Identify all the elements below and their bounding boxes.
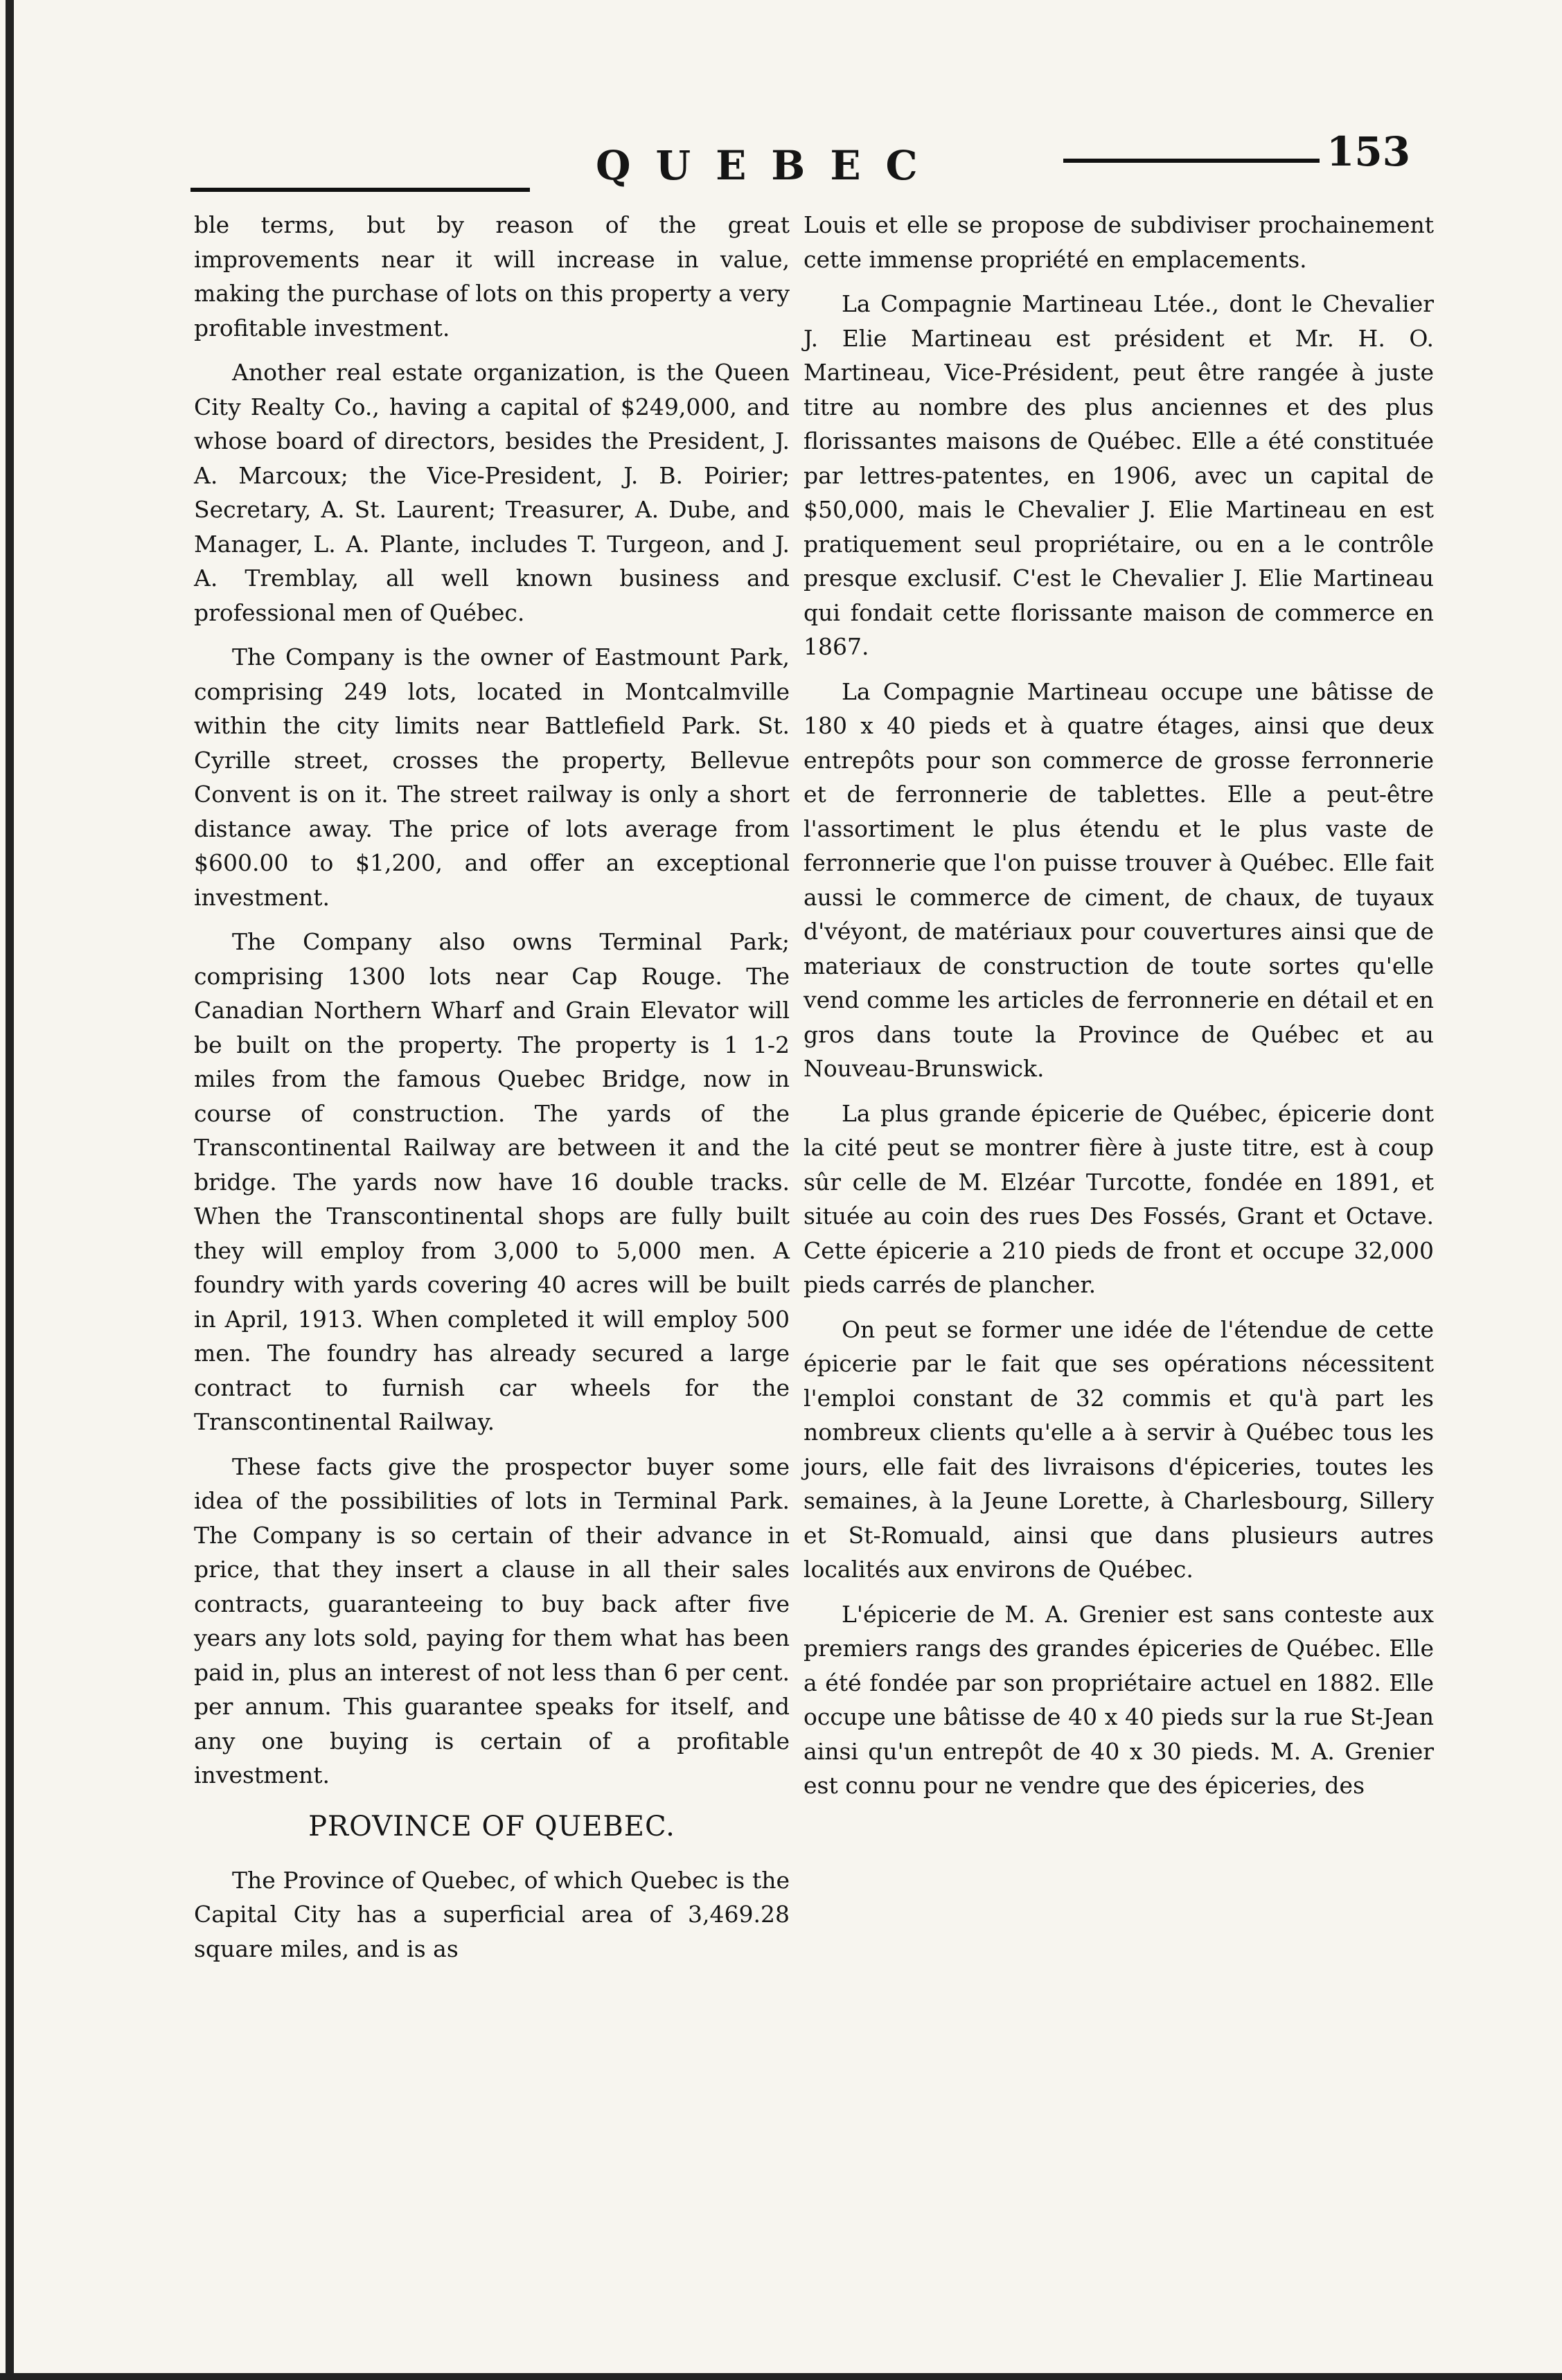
running-title: QUEBEC <box>596 142 943 189</box>
paragraph: L'épicerie de M. A. Grenier est sans conteste aux premiers rangs des grandes épiceries de Québec. Elle a été fondée par son propriétaire actuel en 1882. Elle occupe une bâtisse de 40 x 40 pieds sur la rue St-Jean ainsi qu'un entrepôt de 40 x 30 pieds. M. A. Grenier est connu pour ne vendre que des épiceries, des <box>804 1600 1434 1799</box>
left-column <box>194 208 790 1976</box>
paragraph: Louis et elle se propose de subdiviser prochainement cette immense propriété en emplacements. <box>804 211 1434 273</box>
section-heading: PROVINCE OF QUEBEC. <box>308 1810 675 1842</box>
paragraph: The Company also owns Terminal Park; comprising 1300 lots near Cap Rouge. The Canadian Northern Wharf and Grain Elevator will be built on the property. The property is 1 1-2 miles from the famous Quebec Bridge, now in course of construction. The yards of the Transcontinental Railway are between it and the bridge. The yards now have 16 double tracks. When the Transcontinental shops are fully built they will employ from 3,000 to 5,000 men. A foundry with yards covering 40 acres will be built in April, 1913. When completed it will employ 500 men. The foundry has already secured a large contract to furnish car wheels for the Transcontinental Railway. <box>194 928 790 1435</box>
scan-bottom-edge <box>0 2373 1562 2380</box>
paragraph: On peut se former une idée de l'étendue de cette épicerie par le fait que ses opérations nécessitent l'emploi constant de 32 commis et qu'à part les nombreux clients qu'elle a à servir à Québec tous les jours, elle fait des livraisons d'épiceries, toutes les semaines, à la Jeune Lorette, à Charlesbourg, Sillery et St-Romuald, ainsi que dans plusieurs autres localités aux environs de Québec. <box>804 1315 1434 1583</box>
header-rule-left <box>190 188 530 192</box>
paragraph: La Compagnie Martineau Ltée., dont le Chevalier J. Elie Martineau est président et Mr. H. O. Martineau, Vice-Président, peut être rangée à juste titre au nombre des plus anciennes et des plus florissantes maisons de Québec. Elle a été constituée par lettres-patentes, en 1906, avec un capital de $50,000, mais le Chevalier J. Elie Martineau en est pratiquement seul propriétaire, ou en a le contrôle presque exclusif. C'est le Chevalier J. Elie Martineau qui fondait cette florissante maison de commerce en 1867. <box>804 290 1434 660</box>
scan-left-edge <box>6 0 14 2380</box>
paragraph: La plus grande épicerie de Québec, épicerie dont la cité peut se montrer fière à juste titre, est à coup sûr celle de M. Elzéar Turcotte, fondée en 1891, et située au coin des rues Des Fossés, Grant et Octave. Cette épicerie a 210 pieds de front et occupe 32,000 pieds carrés de plancher. <box>804 1099 1434 1298</box>
page-number: 153 <box>1326 128 1411 175</box>
paragraph: ble terms, but by reason of the great improvements near it will increase in value, making the purchase of lots on this property a very profitable investment. <box>194 211 790 341</box>
right-column <box>804 208 1434 1813</box>
paragraph: The Province of Quebec, of which Quebec is the Capital City has a superficial area of 3,469.28 square miles, and is as <box>194 1866 790 1962</box>
page-header <box>190 128 1451 190</box>
header-rule-right <box>1063 159 1320 163</box>
paragraph: Another real estate organization, is the Queen City Realty Co., having a capital of $249,000, and whose board of directors, besides the President, J. A. Marcoux; the Vice-President, J. B. Poirier; Secretary, A. St. Laurent; Treasurer, A. Dube, and Manager, L. A. Plante, includes T. Turgeon, and J. A. Tremblay, all well known business and professional men of Québec. <box>194 359 790 626</box>
paragraph: La Compagnie Martineau occupe une bâtisse de 180 x 40 pieds et à quatre étages, ainsi que deux entrepôts pour son commerce de grosse ferronnerie et de ferronnerie de tablettes. Elle a peut-être l'assortiment le plus étendu et le plus vaste de ferronnerie que l'on puisse trouver à Québec. Elle fait aussi le commerce de ciment, de chaux, de tuyaux d'véyont, de matériaux pour couvertures ainsi que de materiaux de construction de toute sortes qu'elle vend comme les articles de ferronnerie en détail et en gros dans toute la Province de Québec et au Nouveau-Brunswick. <box>804 677 1434 1082</box>
paragraph: The Company is the owner of Eastmount Park, comprising 249 lots, located in Montcalmville within the city limits near Battlefield Park. St. Cyrille street, crosses the property, Bellevue Convent is on it. The street railway is only a short distance away. The price of lots average from $600.00 to $1,200, and offer an exceptional investment. <box>194 643 790 911</box>
paragraph: These facts give the prospector buyer some idea of the possibilities of lots in Terminal Park. The Company is so certain of their advance in price, that they insert a clause in all their sales contracts, guaranteeing to buy back after five years any lots sold, paying for them what has been paid in, plus an interest of not less than 6 per cent. per annum. This guarantee speaks for itself, and any one buying is certain of a profitable investment. <box>194 1453 790 1788</box>
